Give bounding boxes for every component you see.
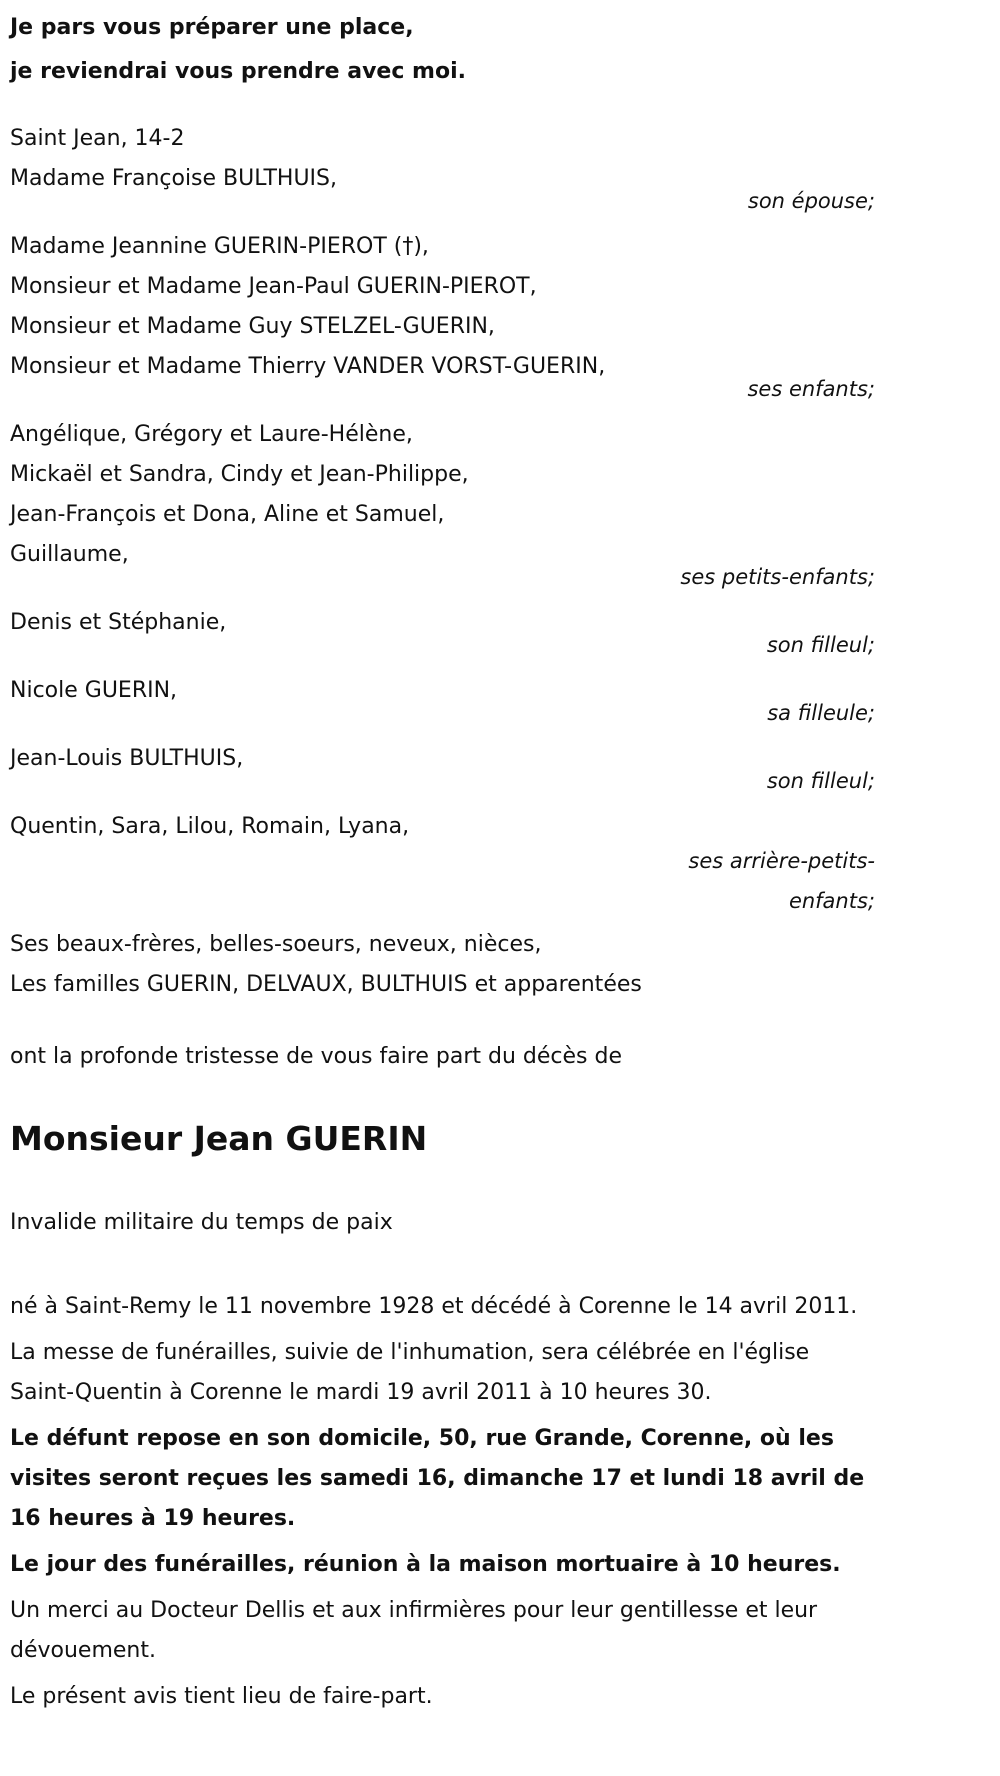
funeral-mass-paragraph: La messe de funérailles, suivie de l'inhumation, sera célébrée en l'église Saint-Quentin à Corenne le mardi 19 avril 2011 à 10 heures 30. [10,1340,810,1405]
deceased-title: Invalide militaire du temps de paix [10,1210,393,1235]
epigraph-line-2: je reviendrai vous prendre avec moi. [10,59,466,84]
family-member: Monsieur et Madame Thierry VANDER VORST-GUERIN, [10,354,606,379]
extended-family-line: Ses beaux-frères, belles-soeurs, neveux, nièces, [10,932,542,957]
family-group-godson-1 [10,603,875,659]
epigraph [10,0,875,94]
family-group-goddaughter [10,671,875,727]
deceased-name: Monsieur Jean GUERIN [10,1119,428,1158]
place-date: Saint Jean, 14-2 [10,126,185,151]
family-member: Mickaël et Sandra, Cindy et Jean-Philippe, [10,462,469,487]
family-member: Nicole GUERIN, [10,678,178,703]
family-member: Quentin, Sara, Lilou, Romain, Lyana, [10,814,410,839]
relation-label: sa filleule; [767,701,875,725]
family-member: Monsieur et Madame Jean-Paul GUERIN-PIEROT, [10,274,537,299]
family-member: Jean-François et Dona, Aline et Samuel, [10,502,445,527]
announcement-intro: ont la profonde tristesse de vous faire part du décès de [10,1044,622,1069]
family-member: Angélique, Grégory et Laure-Hélène, [10,422,413,447]
thanks-paragraph: Un merci au Docteur Dellis et aux infirmières pour leur gentillesse et leur dévouement. [10,1598,818,1663]
epigraph-line-1: Je pars vous préparer une place, [10,15,414,40]
relation-label: son filleul; [766,633,875,657]
family-group-godson-2 [10,739,875,795]
family-member: Denis et Stéphanie, [10,610,227,635]
relation-label: ses enfants; [747,377,875,401]
extended-family-line: Les familles GUERIN, DELVAUX, BULTHUIS et apparentées [10,972,642,997]
family-member: Madame Françoise BULTHUIS, [10,166,338,191]
family-member: Guillaume, [10,542,129,567]
relation-label: ses arrière-petits- enfants; [688,849,875,913]
extended-family [10,925,875,1005]
meeting-paragraph: Le jour des funérailles, réunion à la maison mortuaire à 10 heures. [10,1552,841,1577]
family-group-great-grandchildren [10,807,875,921]
family-group-grandchildren [10,415,875,591]
family-group-children [10,227,875,403]
family-member: Madame Jeannine GUERIN-PIEROT (†), [10,234,429,259]
relation-label: son filleul; [766,769,875,793]
relation-label: ses petits-enfants; [680,565,875,589]
relation-label: son épouse; [747,189,875,213]
family-group-spouse [10,159,875,215]
family-member: Jean-Louis BULTHUIS, [10,746,244,771]
family-member: Monsieur et Madame Guy STELZEL-GUERIN, [10,314,495,339]
visitation-paragraph: Le défunt repose en son domicile, 50, rue Grande, Corenne, où les visites seront reçues les samedi 16, dimanche 17 et lundi 18 avril de 16 heures à 19 heures. [10,1426,865,1531]
notice-paragraph: Le présent avis tient lieu de faire-part. [10,1684,433,1709]
birth-death-paragraph: né à Saint-Remy le 11 novembre 1928 et décédé à Corenne le 14 avril 2011. [10,1294,858,1319]
